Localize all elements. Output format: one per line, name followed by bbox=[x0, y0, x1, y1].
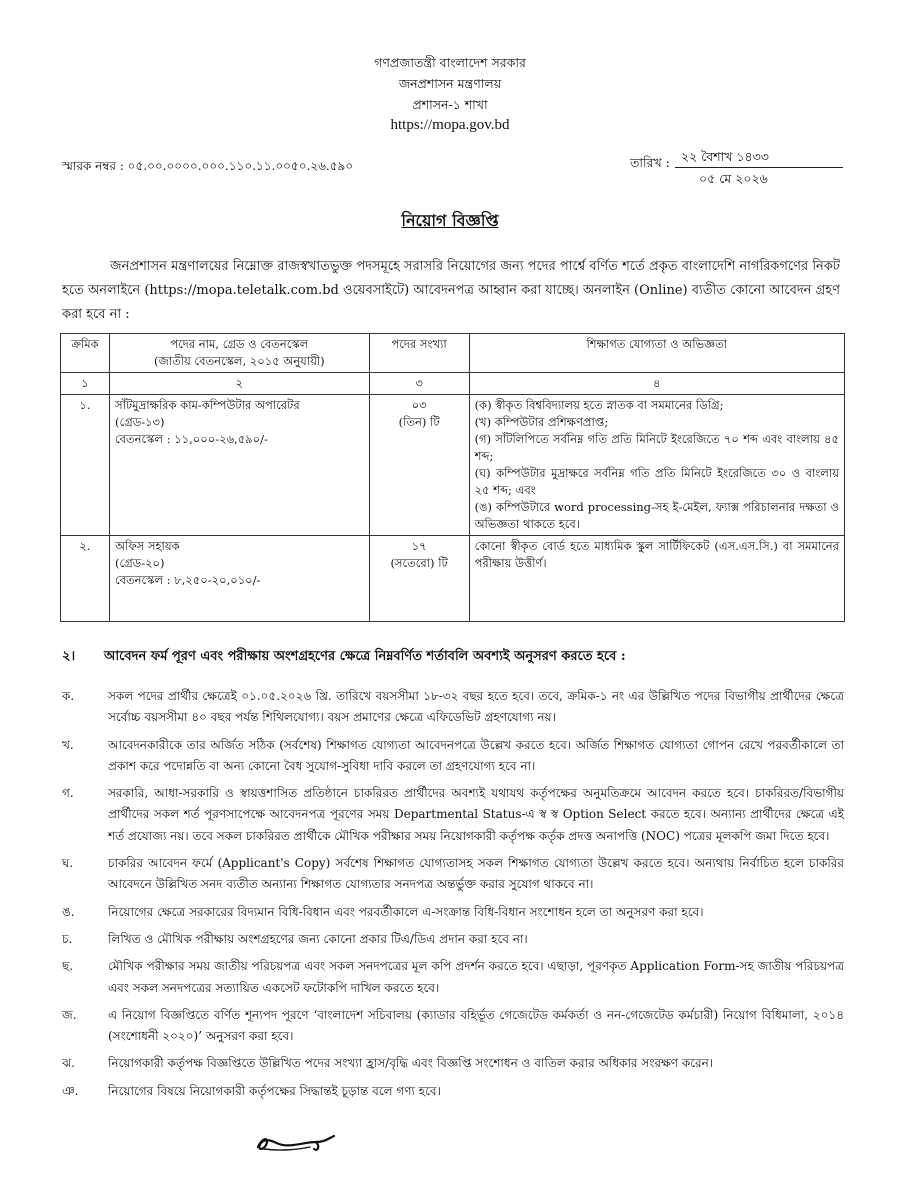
memo-number: স্মারক নম্বর : ০৫.০০.০০০০.০০০.১১০.১১.০০৫০.২৬.৫৯০ bbox=[62, 159, 354, 173]
header-post bbox=[109, 334, 369, 373]
condition-text: নিয়োগকারী কর্তৃপক্ষ বিজ্ঞপ্তিতে উল্লিখিত পদের সংখ্যা হ্রাস/বৃদ্ধি এবং বিজ্ঞপ্তি সংশোধন ও বাতিল করার অধিকার সংরক্ষণ করেন। bbox=[108, 1056, 714, 1071]
condition-text: সকল পদের প্রার্থীর ক্ষেত্রেই ০১.০৫.২০২৬ খ্রি. তারিখে বয়সসীমা ১৮-৩২ বছর হতে হবে। তবে, ক্রমিক-১ নং এর উল্লিখিত পদের বিভাগীয় প্রার্থীদের ক্ষেত্রে সর্বোচ্চ বয়সসীমা ৪০ বছর পর্যন্ত শিথিলযোগ্য। বয়স প্রমাণের ক্ষেত্রে এফিডেভিট গ্রহণযোগ্য নয়। bbox=[108, 689, 844, 725]
condition-mark: চ. bbox=[62, 931, 73, 946]
qualification-item: (ঙ) কম্পিউটারে word processing-সহ ই-মেইল, ফ্যাক্স পরিচালনার দক্ষতা ও অভিজ্ঞতা থাকতে হবে। bbox=[474, 500, 839, 531]
section-name: প্রশাসন-১ শাখা bbox=[412, 97, 488, 112]
condition-item bbox=[62, 1081, 844, 1102]
condition-item bbox=[62, 1053, 844, 1074]
condition-item bbox=[62, 956, 844, 999]
condition-mark: ঙ. bbox=[62, 904, 75, 919]
condition-item bbox=[62, 902, 844, 923]
post-scale: বেতনস্কেল : ৮,২৫০-২০,০১০/- bbox=[114, 573, 261, 587]
condition-text: নিয়োগের ক্ষেত্রে সরকারের বিদ্যমান বিধি-বিধান এবং পরবর্তীকালে এ-সংক্রান্ত বিধি-বিধান সংশোধন হলে তা অনুসরণ করা হবে। bbox=[108, 904, 704, 919]
condition-mark: ক. bbox=[62, 689, 75, 703]
condition-item bbox=[62, 686, 844, 729]
condition-item bbox=[62, 929, 844, 950]
page-title: নিয়োগ বিজ্ঞপ্তি bbox=[401, 211, 499, 230]
conditions-number: ২। bbox=[62, 649, 76, 664]
condition-item bbox=[62, 1005, 844, 1048]
conditions-list bbox=[62, 686, 844, 1108]
qualification-item: (ঘ) কম্পিউটার মুদ্রাক্ষরে সর্বনিম্ন গতি প্রতি মিনিটে ইংরেজিতে ৩০ ও বাংলায় ২৫ শব্দ; এবং bbox=[474, 466, 839, 497]
header-qualification: শিক্ষাগত যোগ্যতা ও অভিজ্ঞতা bbox=[469, 334, 844, 373]
letterhead bbox=[0, 52, 900, 136]
date-label: তারিখ : bbox=[630, 155, 670, 170]
header-post-sub: (জাতীয় বেতনস্কেল, ২০১৫ অনুযায়ী) bbox=[153, 354, 325, 368]
post-count: ০৩ bbox=[411, 398, 427, 412]
condition-text: লিখিত ও মৌখিক পরীক্ষায় অংশগ্রহণের জন্য কোনো প্রকার টিএ/ডিএ প্রদান করা হবে না। bbox=[108, 931, 528, 946]
condition-text: মৌখিক পরীক্ষার সময় জাতীয় পরিচয়পত্র এবং সকল সনদপত্রের মূল কপি প্রদর্শন করতে হবে। এছাড়া, পূরণকৃত Application Form-সহ জাতীয় পরিচয়পত্র এবং সকল সনদপত্রের সত্যায়িত একসেট ফটোকপি দাখিল করতে হবে। bbox=[108, 959, 844, 995]
col-number: ৩ bbox=[369, 373, 469, 395]
post-count: ১৭ bbox=[411, 539, 427, 553]
intro-paragraph: জনপ্রশাসন মন্ত্রণালয়ের নিম্নোক্ত রাজস্বখাতভুক্ত পদসমূহে সরাসরি নিয়োগের জন্য পদের পার্শ্বে বর্ণিত শর্তে প্রকৃত বাংলাদেশি নাগরিকগণের নিকট হতে অনলাইনে (https://mopa.teletalk.com.bd ওয়েবসাইটে) আবেদনপত্র আহ্বান করা যাচ্ছে। অনলাইন (Online) ব্যতীত কোনো আবেদন গ্রহণ করা হবে না : bbox=[62, 259, 840, 322]
qualification-item: (গ) সাঁটলিপিতে সর্বনিম্ন গতি প্রতি মিনিটে ইংরেজিতে ৭০ শব্দ এবং বাংলায় ৪৫ শব্দ; bbox=[474, 432, 839, 463]
condition-text: চাকরির আবেদন ফর্মে (Applicant's Copy) সর্বশেষ শিক্ষাগত যোগ্যতাসহ সকল শিক্ষাগত যোগ্যতা উল্লেখ করতে হবে। অন্যথায় নির্বাচিত হলে চাকরির আবেদনে উল্লিখিত সনদ ব্যতীত অন্যান্য শিক্ষাগত যোগ্যতার সনদপত্র অন্তর্ভুক্ত করার সুযোগ থাকবে না। bbox=[108, 856, 844, 892]
table-header-row bbox=[61, 334, 845, 373]
condition-mark: ঞ. bbox=[62, 1083, 79, 1098]
condition-mark: ঝ. bbox=[62, 1056, 75, 1071]
condition-text: নিয়োগের বিষয়ে নিয়োগকারী কর্তৃপক্ষের সিদ্ধান্তই চূড়ান্ত বলে গণ্য হবে। bbox=[108, 1083, 441, 1098]
signature bbox=[252, 1128, 342, 1158]
table-row bbox=[61, 395, 845, 536]
condition-mark: ঘ. bbox=[62, 856, 74, 871]
header-count: পদের সংখ্যা bbox=[369, 334, 469, 373]
row-qualification bbox=[469, 395, 844, 536]
condition-mark: গ. bbox=[62, 786, 74, 801]
col-number: ১ bbox=[61, 373, 110, 395]
condition-item bbox=[62, 783, 844, 847]
date-bangla: ২২ বৈশাখ ১৪৩৩ bbox=[675, 147, 843, 168]
post-name: সাঁটমুদ্রাক্ষরিক কাম-কম্পিউটার অপারেটর bbox=[114, 398, 300, 412]
row-post bbox=[109, 395, 369, 536]
posts-table bbox=[60, 333, 845, 622]
qualification-item: (ক) স্বীকৃত বিশ্ববিদ্যালয় হতে স্নাতক বা সমমানের ডিগ্রি; bbox=[474, 398, 724, 412]
condition-text: সরকারি, আধা-সরকারি ও স্বায়ত্তশাসিত প্রতিষ্ঠানে চাকরিরত প্রার্থীদের অবশ্যই যথাযথ কর্তৃপক্ষের অনুমতিক্রমে আবেদন করতে হবে। চাকরিরত/বিভাগীয় প্রার্থীদের সকল শর্ত পূরণসাপেক্ষে আবেদনপত্র পূরণের সময় Departmental Status-এ স্ব স্ব Option Select করতে হবে। অন্যান্য প্রার্থীদের ক্ষেত্রে এই শর্ত প্রযোজ্য নয়। তবে সকল চাকরিরত প্রার্থীকে মৌখিক পরীক্ষার সময় নিয়োগকারী কর্তৃপক্ষ কর্তৃক প্রদত্ত অনাপত্তি (NOC) পত্রের মূলকপি জমা দিতে হবে। bbox=[108, 786, 844, 843]
condition-mark: জ. bbox=[62, 1007, 77, 1022]
qualification-item: (খ) কম্পিউটার প্রশিক্ষণপ্রাপ্ত; bbox=[474, 415, 609, 429]
column-number-row bbox=[61, 373, 845, 395]
ministry-name: জনপ্রশাসন মন্ত্রণালয় bbox=[398, 76, 502, 91]
table-row bbox=[61, 536, 845, 622]
row-serial: ২. bbox=[61, 536, 110, 622]
condition-item bbox=[62, 853, 844, 896]
date-english: ০৫ মে ২০২৬ bbox=[699, 171, 768, 186]
row-serial: ১. bbox=[61, 395, 110, 536]
col-number: ৪ bbox=[469, 373, 844, 395]
condition-mark: খ. bbox=[62, 737, 74, 752]
conditions-heading-text: আবেদন ফর্ম পূরণ এবং পরীক্ষায় অংশগ্রহণের ক্ষেত্রে নিম্নবর্ণিত শর্তাবলি অবশ্যই অনুসরণ করতে হবে : bbox=[104, 649, 626, 664]
header-post-label: পদের নাম, গ্রেড ও বেতনস্কেল bbox=[170, 337, 309, 351]
col-number: ২ bbox=[109, 373, 369, 395]
qualification-item: কোনো স্বীকৃত বোর্ড হতে মাধ্যমিক স্কুল সার্টিফিকেট (এস.এস.সি.) বা সমমানের পরীক্ষায় উত্তীর্ণ। bbox=[474, 539, 839, 570]
post-count-words: (সতেরো) টি bbox=[390, 556, 448, 570]
post-scale: বেতনস্কেল : ১১,০০০-২৬,৫৯০/- bbox=[114, 432, 268, 446]
condition-text: আবেদনকারীকে তার অর্জিত সঠিক (সর্বশেষ) শিক্ষাগত যোগ্যতা আবেদনপত্রে উল্লেখ করতে হবে। অর্জিত শিক্ষাগত যোগ্যতা গোপন রেখে পরবর্তীকালে তা প্রকাশ করে পদোন্নতি বা অন্য কোনো বৈধ সুযোগ-সুবিধা দাবি করলে তা গ্রহণযোগ্য হবে না। bbox=[108, 737, 844, 773]
condition-item bbox=[62, 735, 844, 778]
header-serial: ক্রমিক bbox=[61, 334, 110, 373]
row-count bbox=[369, 395, 469, 536]
condition-text: এ নিয়োগ বিজ্ঞপ্তিতে বর্ণিত শূন্যপদ পূরণে ‘বাংলাদেশ সচিবালয় (ক্যাডার বহির্ভূত গেজেটেড কর্মকর্তা ও নন-গেজেটেড কর্মচারী) নিয়োগ বিধিমালা, ২০১৪ (সংশোধনী ২০২০)’ অনুসরণ করা হবে। bbox=[108, 1007, 844, 1044]
row-count bbox=[369, 536, 469, 622]
row-post bbox=[109, 536, 369, 622]
website-link[interactable]: https://mopa.gov.bd bbox=[390, 117, 510, 133]
row-qualification bbox=[469, 536, 844, 622]
condition-mark: ছ. bbox=[62, 959, 74, 974]
date-block bbox=[675, 147, 843, 190]
post-grade: (গ্রেড-২০) bbox=[114, 556, 165, 570]
post-count-words: (তিন) টি bbox=[398, 415, 440, 429]
government-name: গণপ্রজাতন্ত্রী বাংলাদেশ সরকার bbox=[374, 55, 526, 70]
post-name: অফিস সহায়ক bbox=[114, 539, 180, 553]
post-grade: (গ্রেড-১৩) bbox=[114, 415, 165, 429]
